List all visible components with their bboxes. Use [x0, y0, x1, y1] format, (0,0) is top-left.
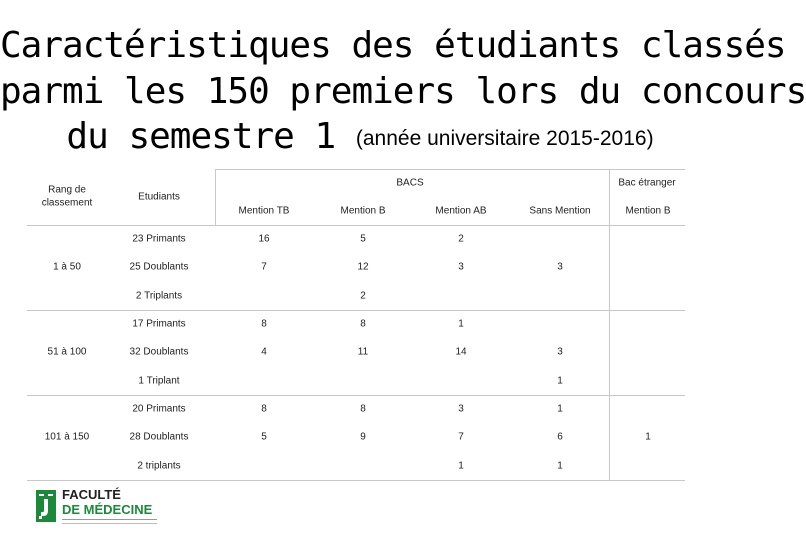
students-label: 20 Primants	[132, 403, 186, 415]
table-cell-value: 7	[458, 431, 464, 443]
table-cell-value: 3	[557, 261, 563, 273]
table-cell-value: 1	[458, 460, 464, 472]
group-divider	[27, 310, 685, 311]
students-label: 2 Triplants	[135, 290, 183, 302]
students-label: 28 Doublants	[129, 431, 189, 443]
header-bacs: BACS	[396, 177, 424, 189]
students-label: 32 Doublants	[129, 346, 189, 358]
page-title-main: du semestre 1	[66, 116, 336, 157]
students-label: 1 Triplant	[138, 375, 180, 387]
logo-text-medecine: DE MÉDECINE	[62, 502, 153, 517]
subheader-4: Mention B	[625, 205, 671, 217]
subheader-2: Mention AB	[435, 205, 487, 217]
students-label: 17 Primants	[132, 318, 186, 330]
table-cell-value: 14	[455, 346, 467, 358]
table-cell-value: 8	[261, 403, 267, 415]
table-cell-value: 1	[557, 375, 563, 387]
rank-label: 101 à 150	[44, 431, 90, 443]
table-cell-value: 1	[557, 403, 563, 415]
table-cell-value: 12	[357, 261, 369, 273]
group-divider	[27, 395, 685, 396]
students-label: 2 triplants	[137, 460, 181, 472]
header-top-border	[215, 169, 685, 170]
table-cell-value: 4	[261, 346, 267, 358]
students-label: 23 Primants	[132, 233, 186, 245]
table-cell-value: 11	[357, 346, 369, 358]
table-bottom-border	[27, 480, 685, 481]
page-title-line-1: Caractéristiques des étudiants classés	[0, 25, 786, 66]
rank-label: 1 à 50	[53, 261, 81, 273]
column-divider	[215, 169, 216, 225]
page-title-line-2: parmi les 150 premiers lors du concours	[0, 71, 806, 112]
table-cell-value: 1	[458, 318, 464, 330]
header-bottom-border	[27, 225, 685, 226]
table-cell-value: 8	[360, 318, 366, 330]
rank-label: 51 à 100	[47, 346, 87, 358]
logo-text-faculte: FACULTÉ	[62, 487, 121, 502]
page-subtitle: (année universitaire 2015-2016)	[355, 127, 654, 150]
table-cell-value: 16	[258, 233, 270, 245]
subheader-0: Mention TB	[238, 205, 290, 217]
header-students: Etudiants	[138, 191, 180, 203]
column-divider	[609, 169, 610, 480]
table-cell-value: 3	[557, 346, 563, 358]
table-cell-value: 8	[360, 403, 366, 415]
subheader-3: Sans Mention	[529, 205, 591, 217]
students-label: 25 Doublants	[129, 261, 189, 273]
table-cell-value: 6	[557, 431, 563, 443]
table-cell-value: 5	[360, 233, 366, 245]
faculty-logo	[36, 488, 166, 528]
faculty-logo-icon	[36, 490, 56, 522]
logo-underline	[62, 519, 157, 524]
header-rank-line-2: classement	[41, 197, 93, 209]
subheader-1: Mention B	[340, 205, 386, 217]
header-foreign-bac: Bac étranger	[618, 177, 676, 189]
header-rank-line-1: Rang de	[48, 184, 86, 196]
table-cell-value: 3	[458, 403, 464, 415]
table-cell-value: 9	[360, 431, 366, 443]
table-cell-value: 1	[557, 460, 563, 472]
table-cell-value: 1	[645, 431, 651, 443]
table-cell-value: 8	[261, 318, 267, 330]
table-cell-value: 2	[360, 290, 366, 302]
table-cell-value: 2	[458, 233, 464, 245]
table-cell-value: 7	[261, 261, 267, 273]
table-cell-value: 5	[261, 431, 267, 443]
table-cell-value: 3	[458, 261, 464, 273]
